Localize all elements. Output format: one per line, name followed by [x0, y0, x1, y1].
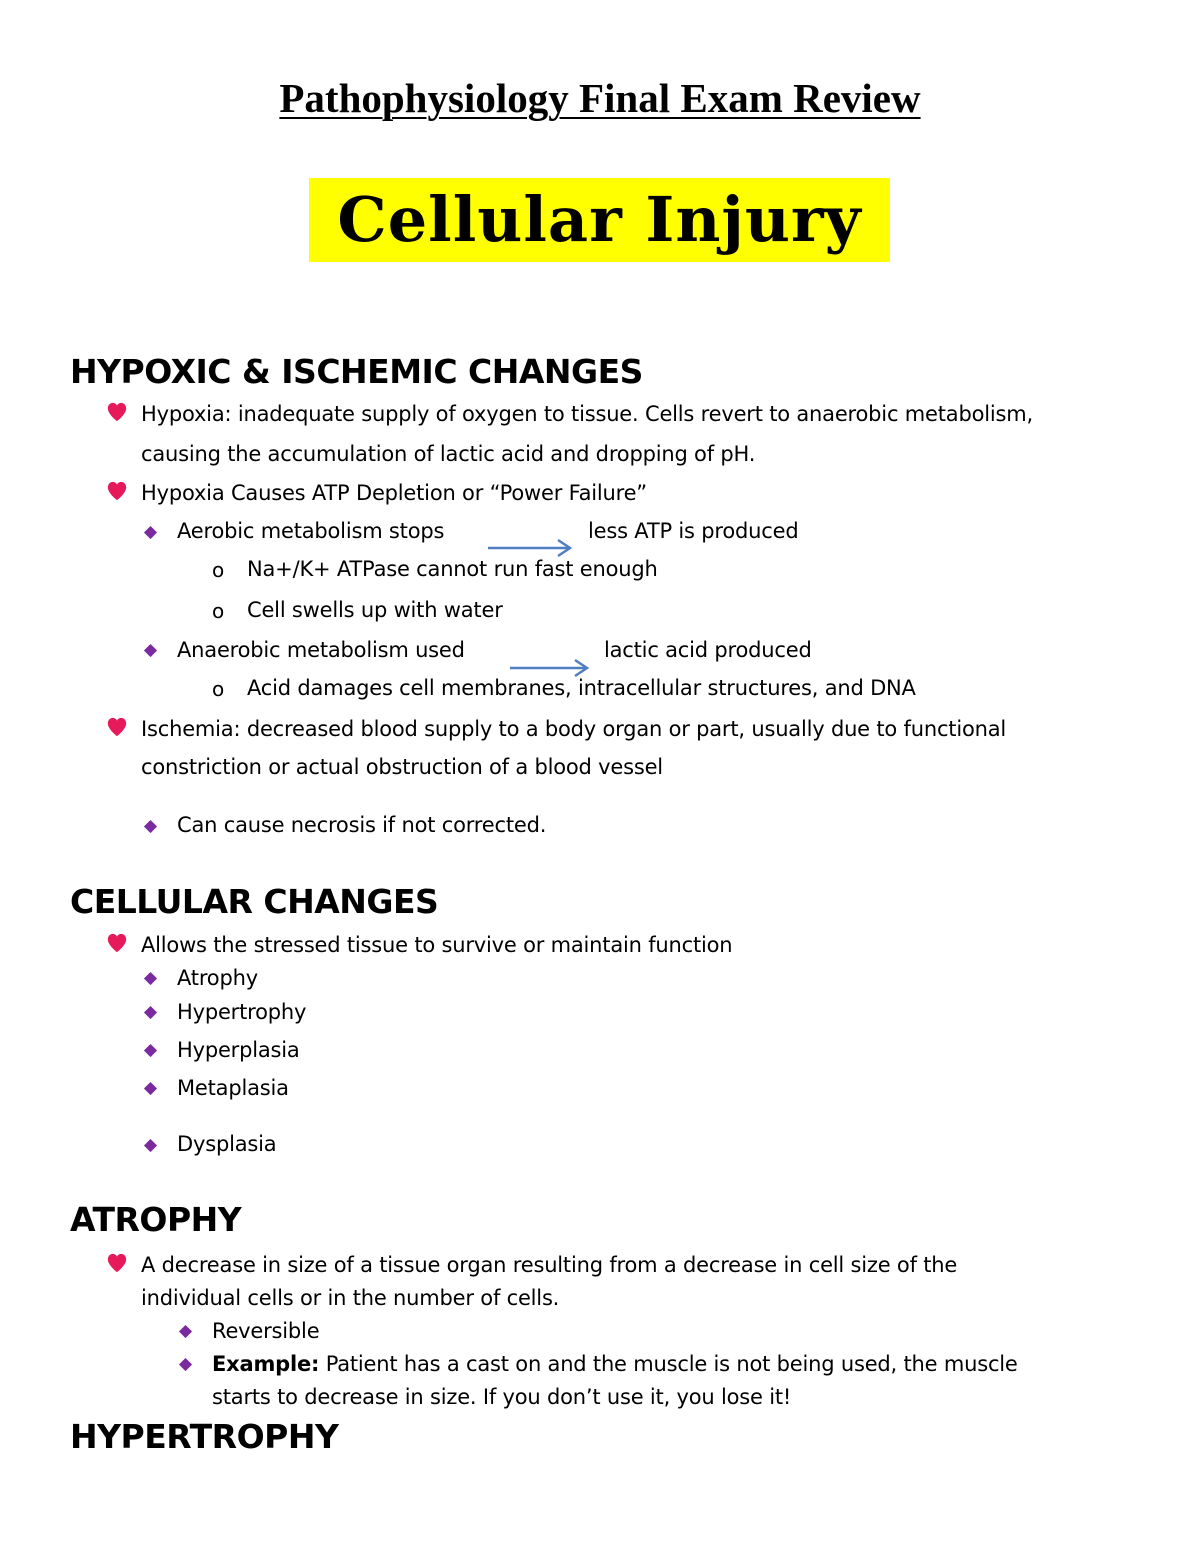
list-item: Dysplasia: [177, 1132, 277, 1156]
heart-bullet-icon: [106, 716, 128, 738]
atp-depletion-item: Hypoxia Causes ATP Depletion or “Power Failure”: [141, 481, 647, 505]
arrow-right-icon: [486, 537, 576, 559]
example-text: Patient has a cast on and the muscle is not being used, the muscle: [319, 1352, 1018, 1376]
example-label: Example:: [212, 1352, 320, 1376]
heart-bullet-icon: [106, 932, 128, 954]
cell-swells-item: Cell swells up with water: [247, 598, 503, 622]
diamond-bullet-icon: [143, 819, 158, 834]
diamond-bullet-icon: [178, 1357, 193, 1372]
acid-damages-item: Acid damages cell membranes, intracellular structures, and DNA: [247, 676, 916, 700]
example-item-line1: [212, 1352, 1018, 1376]
atrophy-definition-line2: individual cells or in the number of cells.: [141, 1286, 560, 1310]
aerobic-stops-text: Aerobic metabolism stops: [177, 519, 445, 543]
diamond-bullet-icon: [143, 1138, 158, 1153]
section-heading-hypoxic: HYPOXIC & ISCHEMIC CHANGES: [70, 352, 643, 391]
example-item-line2: starts to decrease in size. If you don’t use it, you lose it!: [212, 1385, 792, 1409]
section-heading-cellular-changes: CELLULAR CHANGES: [70, 882, 439, 921]
list-item: Metaplasia: [177, 1076, 289, 1100]
na-k-atpase-item: Na+/K+ ATPase cannot run fast enough: [247, 557, 658, 581]
anaerobic-used-text: Anaerobic metabolism used: [177, 638, 465, 662]
ischemia-definition-line1: Ischemia: decreased blood supply to a body organ or part, usually due to functional: [141, 717, 1007, 741]
heart-bullet-icon: [106, 1252, 128, 1274]
section-heading-atrophy: ATROPHY: [70, 1200, 242, 1239]
ischemia-definition-line2: constriction or actual obstruction of a blood vessel: [141, 755, 663, 779]
hypoxia-definition-line2: causing the accumulation of lactic acid and dropping of pH.: [141, 442, 756, 466]
cellular-changes-intro: Allows the stressed tissue to survive or maintain function: [141, 933, 733, 957]
necrosis-item: Can cause necrosis if not corrected.: [177, 813, 547, 837]
circle-bullet-icon: o: [212, 677, 225, 701]
diamond-bullet-icon: [143, 643, 158, 658]
topic-banner: Cellular Injury: [337, 183, 862, 256]
less-atp-text: less ATP is produced: [588, 519, 799, 543]
list-item: Atrophy: [177, 966, 258, 990]
diamond-bullet-icon: [178, 1324, 193, 1339]
list-item: Hypertrophy: [177, 1000, 307, 1024]
diamond-bullet-icon: [143, 1043, 158, 1058]
heart-bullet-icon: [106, 401, 128, 423]
list-item: Hyperplasia: [177, 1038, 300, 1062]
diamond-bullet-icon: [143, 1005, 158, 1020]
hypoxia-definition-line1: Hypoxia: inadequate supply of oxygen to tissue. Cells revert to anaerobic metabolism,: [141, 402, 1033, 426]
diamond-bullet-icon: [143, 525, 158, 540]
diamond-bullet-icon: [143, 1081, 158, 1096]
section-heading-hypertrophy: HYPERTROPHY: [70, 1417, 339, 1456]
lactic-acid-produced-text: lactic acid produced: [604, 638, 812, 662]
heart-bullet-icon: [106, 480, 128, 502]
atrophy-definition-line1: A decrease in size of a tissue organ resulting from a decrease in cell size of the: [141, 1253, 958, 1277]
diamond-bullet-icon: [143, 971, 158, 986]
reversible-item: Reversible: [212, 1319, 320, 1343]
circle-bullet-icon: o: [212, 599, 225, 623]
circle-bullet-icon: o: [212, 558, 225, 582]
document-title: Pathophysiology Final Exam Review: [279, 75, 921, 121]
